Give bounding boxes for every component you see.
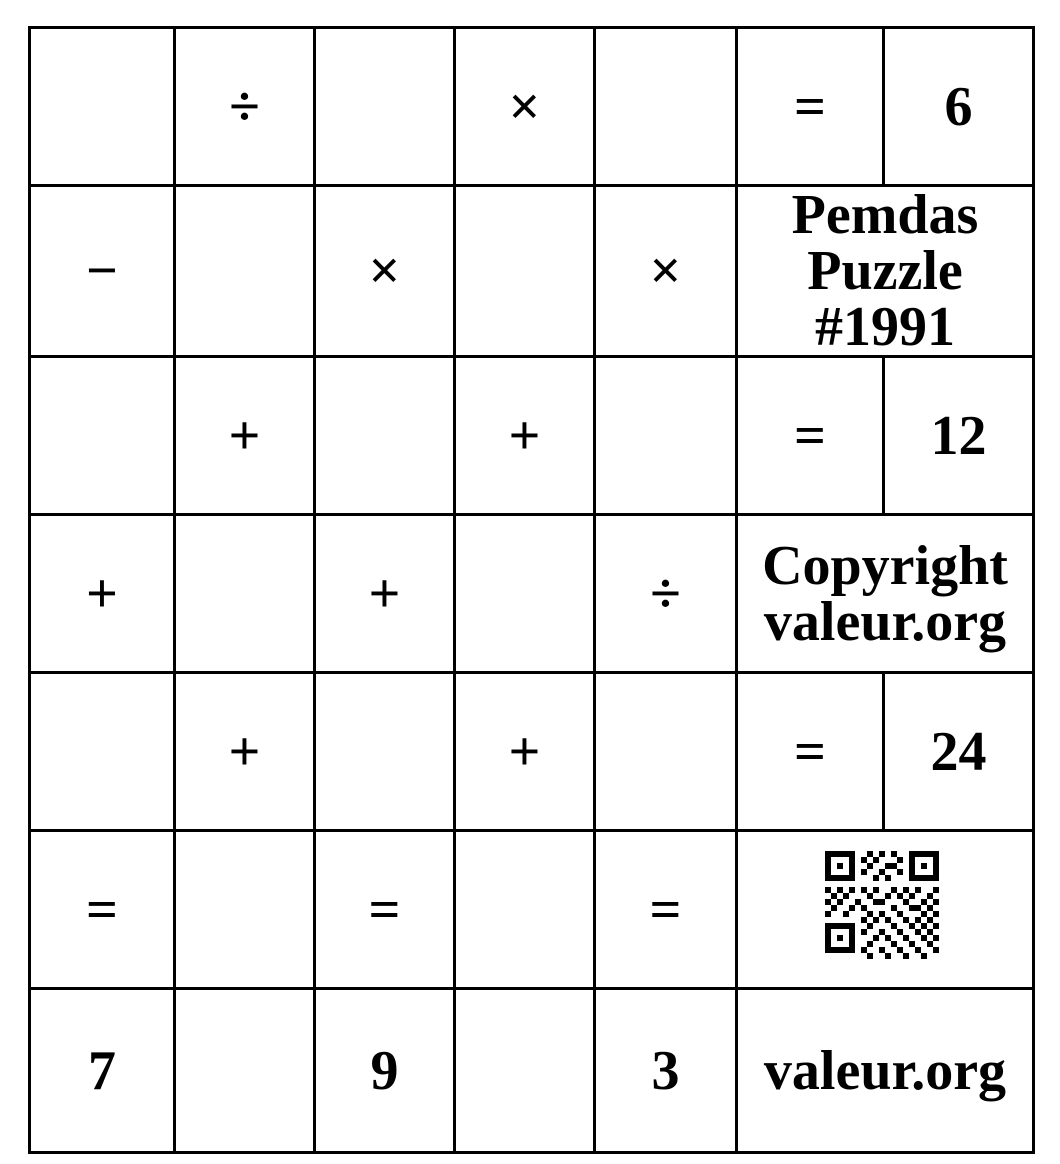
cell-r2c4[interactable] [595, 357, 737, 515]
puzzle-title-line2: #1991 [815, 296, 955, 358]
operator-r2c1: + [175, 357, 315, 515]
cell-r4c2[interactable] [315, 673, 455, 831]
puzzle-row [30, 673, 1034, 831]
brand-label: valeur.org [737, 989, 1034, 1153]
puzzle-row [30, 989, 1034, 1153]
cell-r4c4[interactable] [595, 673, 737, 831]
puzzle-row [30, 831, 1034, 989]
operator-r1c0: − [30, 186, 175, 357]
equals-r5c0: = [30, 831, 175, 989]
operator-r2c3: + [455, 357, 595, 515]
puzzle-row [30, 357, 1034, 515]
spacer-r5c1 [175, 831, 315, 989]
answer-r6c4: 3 [595, 989, 737, 1153]
spacer-r3c1 [175, 515, 315, 673]
equals-r2c5: = [737, 357, 884, 515]
operator-r3c0: + [30, 515, 175, 673]
copyright-line2: valeur.org [763, 590, 1007, 653]
cell-r2c0[interactable] [30, 357, 175, 515]
answer-r6c2: 9 [315, 989, 455, 1153]
equals-r0c5: = [737, 28, 884, 186]
cell-r0c4[interactable] [595, 28, 737, 186]
answer-r6c0: 7 [30, 989, 175, 1153]
result-r2c6: 12 [884, 357, 1034, 515]
result-r0c6: 6 [884, 28, 1034, 186]
puzzle-row [30, 186, 1034, 357]
puzzle-row [30, 28, 1034, 186]
qr-code-cell [737, 831, 1034, 989]
operator-r0c3: × [455, 28, 595, 186]
spacer-r3c3 [455, 515, 595, 673]
puzzle-title [737, 186, 1034, 357]
spacer-r1c3 [455, 186, 595, 357]
cell-r2c2[interactable] [315, 357, 455, 515]
result-r4c6: 24 [884, 673, 1034, 831]
operator-r1c2: × [315, 186, 455, 357]
cell-r0c2[interactable] [315, 28, 455, 186]
equals-r5c4: = [595, 831, 737, 989]
spacer-r5c3 [455, 831, 595, 989]
copyright-notice [737, 515, 1034, 673]
pemdas-puzzle-container [28, 26, 1032, 1138]
spacer-r6c3 [455, 989, 595, 1153]
spacer-r6c1 [175, 989, 315, 1153]
operator-r3c2: + [315, 515, 455, 673]
operator-r4c3: + [455, 673, 595, 831]
qr-code-icon [819, 845, 951, 965]
puzzle-grid [28, 26, 1035, 1154]
operator-r4c1: + [175, 673, 315, 831]
spacer-r1c1 [175, 186, 315, 357]
operator-r3c4: ÷ [595, 515, 737, 673]
cell-r4c0[interactable] [30, 673, 175, 831]
puzzle-title-line1: Pemdas Puzzle [791, 184, 979, 302]
operator-r1c4: × [595, 186, 737, 357]
equals-r4c5: = [737, 673, 884, 831]
copyright-line1: Copyright [762, 534, 1008, 597]
equals-r5c2: = [315, 831, 455, 989]
puzzle-row [30, 515, 1034, 673]
operator-r0c1: ÷ [175, 28, 315, 186]
cell-r0c0[interactable] [30, 28, 175, 186]
